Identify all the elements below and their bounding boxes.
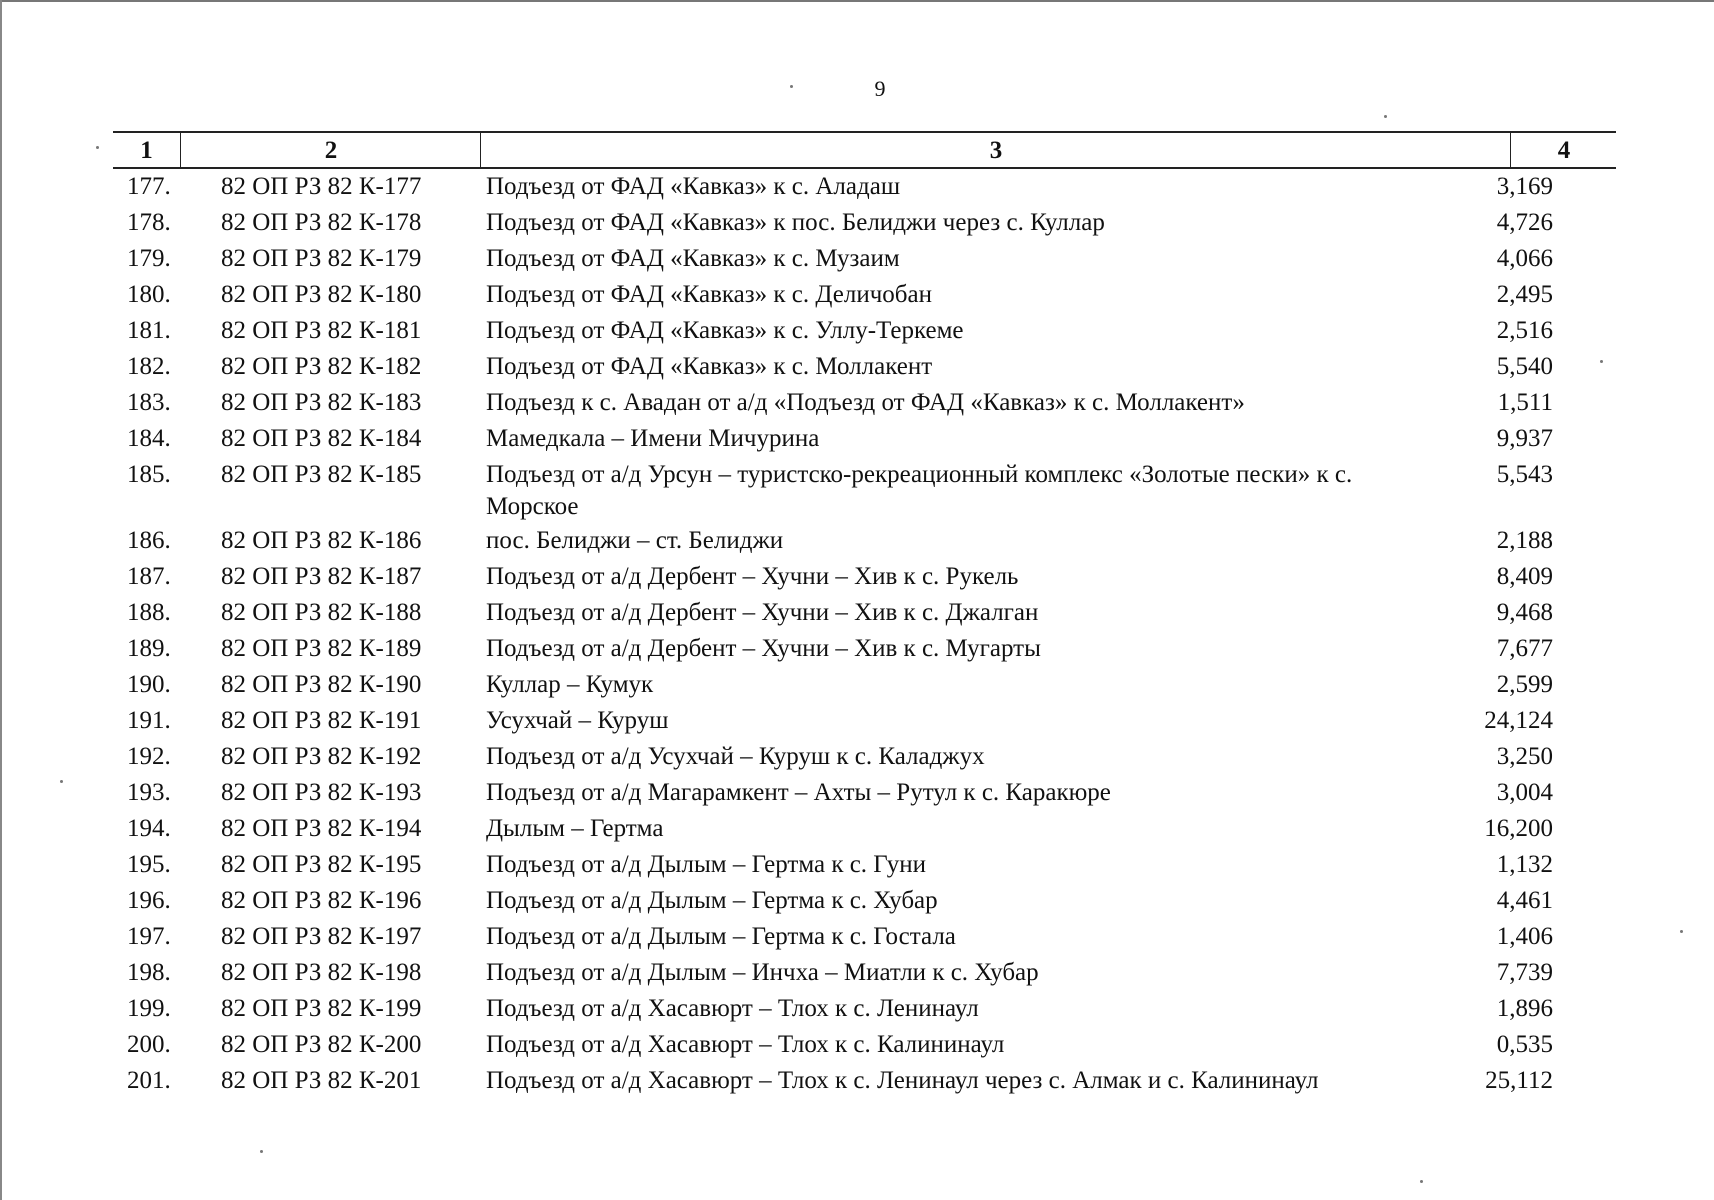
- row-number: 196.: [127, 887, 171, 914]
- table-row: [113, 277, 1616, 313]
- row-number: 197.: [127, 923, 171, 950]
- road-code: 82 ОП РЗ 82 К-182: [221, 353, 422, 380]
- scan-speck: [1600, 360, 1603, 363]
- road-name: Подъезд от а/д Магарамкент – Ахты – Рутул к с. Каракюре: [486, 779, 1111, 806]
- road-name: Подъезд от ФАД «Кавказ» к пос. Белиджи через с. Куллар: [486, 209, 1105, 236]
- road-name: Подъезд от а/д Хасавюрт – Тлох к с. Ленинаул: [486, 995, 979, 1022]
- scan-speck: [96, 146, 99, 149]
- scan-speck: [1420, 1180, 1423, 1183]
- road-name: Подъезд от ФАД «Кавказ» к с. Аладаш: [486, 173, 901, 200]
- table-row: [113, 847, 1616, 883]
- road-length: 5,543: [1496, 461, 1553, 488]
- road-name: Подъезд от ФАД «Кавказ» к с. Уллу-Теркеме: [486, 317, 964, 344]
- table-row: [113, 919, 1616, 955]
- road-code: 82 ОП РЗ 82 К-200: [221, 1031, 422, 1058]
- road-code: 82 ОП РЗ 82 К-185: [221, 461, 422, 488]
- table-header: [113, 131, 1616, 169]
- row-number: 190.: [127, 671, 171, 698]
- road-length: 4,461: [1496, 887, 1553, 914]
- table-row: [113, 457, 1616, 523]
- road-code: 82 ОП РЗ 82 К-189: [221, 635, 422, 662]
- road-length: 7,739: [1496, 959, 1553, 986]
- road-length: 2,495: [1496, 281, 1553, 308]
- road-code: 82 ОП РЗ 82 К-197: [221, 923, 422, 950]
- table-row: [113, 523, 1616, 559]
- road-code: 82 ОП РЗ 82 К-177: [221, 173, 422, 200]
- table-row: [113, 667, 1616, 703]
- road-code: 82 ОП РЗ 82 К-198: [221, 959, 422, 986]
- header-col-2: 2: [180, 133, 481, 167]
- road-code: 82 ОП РЗ 82 К-201: [221, 1067, 422, 1094]
- road-length: 3,169: [1496, 173, 1553, 200]
- row-number: 201.: [127, 1067, 171, 1094]
- table-body: [113, 169, 1616, 1129]
- road-name: Подъезд от ФАД «Кавказ» к с. Музаим: [486, 245, 900, 272]
- road-name: Подъезд от а/д Хасавюрт – Тлох к с. Калининаул: [486, 1031, 1005, 1058]
- row-number: 186.: [127, 527, 171, 554]
- road-length: 2,188: [1496, 527, 1553, 554]
- row-number: 189.: [127, 635, 171, 662]
- road-code: 82 ОП РЗ 82 К-178: [221, 209, 422, 236]
- header-col-1: 1: [140, 137, 153, 164]
- table-row: [113, 349, 1616, 385]
- table-row: [113, 241, 1616, 277]
- header-col-4: 4: [1510, 133, 1617, 167]
- road-name: Подъезд от а/д Дербент – Хучни – Хив к с. Джалган: [486, 599, 1039, 626]
- table-row: [113, 313, 1616, 349]
- road-length: 9,468: [1496, 599, 1553, 626]
- road-length: 0,535: [1496, 1031, 1553, 1058]
- table-row: [113, 1063, 1616, 1129]
- road-length: 5,540: [1496, 353, 1553, 380]
- row-number: 199.: [127, 995, 171, 1022]
- road-code: 82 ОП РЗ 82 К-181: [221, 317, 422, 344]
- row-number: 200.: [127, 1031, 171, 1058]
- road-length: 2,516: [1496, 317, 1553, 344]
- road-name: Подъезд от а/д Усухчай – Куруш к с. Каладжух: [486, 743, 985, 770]
- road-code: 82 ОП РЗ 82 К-191: [221, 707, 422, 734]
- row-number: 191.: [127, 707, 171, 734]
- scan-speck: [790, 85, 793, 88]
- table-row: [113, 205, 1616, 241]
- table-row: [113, 811, 1616, 847]
- road-code: 82 ОП РЗ 82 К-186: [221, 527, 422, 554]
- road-code: 82 ОП РЗ 82 К-199: [221, 995, 422, 1022]
- scan-speck: [1680, 930, 1683, 933]
- row-number: 180.: [127, 281, 171, 308]
- roads-table: [113, 131, 1616, 1129]
- scan-speck: [1384, 115, 1387, 118]
- table-row: [113, 559, 1616, 595]
- row-number: 182.: [127, 353, 171, 380]
- row-number: 183.: [127, 389, 171, 416]
- road-code: 82 ОП РЗ 82 К-194: [221, 815, 422, 842]
- road-name: Подъезд от ФАД «Кавказ» к с. Деличобан: [486, 281, 932, 308]
- road-length: 16,200: [1484, 815, 1553, 842]
- road-length: 25,112: [1485, 1067, 1553, 1094]
- table-row: [113, 421, 1616, 457]
- road-name: Подъезд от а/д Дылым – Гертма к с. Гуни: [486, 851, 927, 878]
- road-name: Подъезд от а/д Дылым – Гертма к с. Хубар: [486, 887, 938, 914]
- road-code: 82 ОП РЗ 82 К-188: [221, 599, 422, 626]
- road-length: 9,937: [1496, 425, 1553, 452]
- table-row: [113, 991, 1616, 1027]
- row-number: 181.: [127, 317, 171, 344]
- road-length: 8,409: [1496, 563, 1553, 590]
- road-length: 3,004: [1496, 779, 1553, 806]
- road-name: Подъезд от а/д Дербент – Хучни – Хив к с. Мугарты: [486, 635, 1041, 662]
- road-name: Подъезд от а/д Дылым – Инчха – Миатли к с. Хубар: [486, 959, 1039, 986]
- road-name: Усухчай – Куруш: [486, 707, 669, 734]
- row-number: 198.: [127, 959, 171, 986]
- road-length: 7,677: [1496, 635, 1553, 662]
- road-code: 82 ОП РЗ 82 К-184: [221, 425, 422, 452]
- road-code: 82 ОП РЗ 82 К-187: [221, 563, 422, 590]
- road-code: 82 ОП РЗ 82 К-183: [221, 389, 422, 416]
- road-code: 82 ОП РЗ 82 К-196: [221, 887, 422, 914]
- row-number: 192.: [127, 743, 171, 770]
- road-name: Подъезд от ФАД «Кавказ» к с. Моллакент: [486, 353, 933, 380]
- road-name: Подъезд от а/д Дылым – Гертма к с. Гостала: [486, 923, 956, 950]
- scan-border-left: [0, 0, 2, 1200]
- row-number: 185.: [127, 461, 171, 488]
- road-length: 24,124: [1484, 707, 1553, 734]
- road-code: 82 ОП РЗ 82 К-190: [221, 671, 422, 698]
- table-row: [113, 955, 1616, 991]
- scan-border-top: [0, 0, 1714, 2]
- road-length: 4,066: [1496, 245, 1553, 272]
- table-row: [113, 595, 1616, 631]
- road-name: Дылым – Гертма: [486, 815, 664, 842]
- table-row: [113, 703, 1616, 739]
- road-code: 82 ОП РЗ 82 К-193: [221, 779, 422, 806]
- road-name: Куллар – Кумук: [486, 671, 654, 698]
- road-code: 82 ОП РЗ 82 К-195: [221, 851, 422, 878]
- table-row: [113, 883, 1616, 919]
- road-length: 1,896: [1496, 995, 1553, 1022]
- road-length: 4,726: [1496, 209, 1553, 236]
- row-number: 178.: [127, 209, 171, 236]
- road-length: 2,599: [1496, 671, 1553, 698]
- row-number: 177.: [127, 173, 171, 200]
- table-row: [113, 169, 1616, 205]
- scan-speck: [260, 1150, 263, 1153]
- table-row: [113, 385, 1616, 421]
- road-name: Подъезд от а/д Урсун – туристско-рекреационный комплекс «Золотые пески» к с. Морское: [486, 461, 1353, 520]
- table-row: [113, 1027, 1616, 1063]
- table-row: [113, 631, 1616, 667]
- road-length: 1,132: [1496, 851, 1553, 878]
- road-code: 82 ОП РЗ 82 К-179: [221, 245, 422, 272]
- row-number: 188.: [127, 599, 171, 626]
- row-number: 187.: [127, 563, 171, 590]
- row-number: 195.: [127, 851, 171, 878]
- road-length: 1,511: [1497, 389, 1553, 416]
- row-number: 179.: [127, 245, 171, 272]
- table-row: [113, 739, 1616, 775]
- scan-speck: [60, 780, 63, 783]
- road-length: 3,250: [1496, 743, 1553, 770]
- row-number: 184.: [127, 425, 171, 452]
- road-name: Мамедкала – Имени Мичурина: [486, 425, 820, 452]
- road-name: Подъезд к с. Авадан от а/д «Подъезд от ФАД «Кавказ» к с. Моллакент»: [486, 389, 1245, 416]
- header-col-3: 3: [480, 133, 1511, 167]
- road-length: 1,406: [1496, 923, 1553, 950]
- page-number: 9: [874, 76, 886, 101]
- road-name: Подъезд от а/д Хасавюрт – Тлох к с. Ленинаул через с. Алмак и с. Калининаул: [486, 1067, 1319, 1094]
- road-code: 82 ОП РЗ 82 К-180: [221, 281, 422, 308]
- road-name: пос. Белиджи – ст. Белиджи: [486, 527, 784, 554]
- row-number: 193.: [127, 779, 171, 806]
- road-code: 82 ОП РЗ 82 К-192: [221, 743, 422, 770]
- road-name: Подъезд от а/д Дербент – Хучни – Хив к с. Рукель: [486, 563, 1019, 590]
- row-number: 194.: [127, 815, 171, 842]
- table-row: [113, 775, 1616, 811]
